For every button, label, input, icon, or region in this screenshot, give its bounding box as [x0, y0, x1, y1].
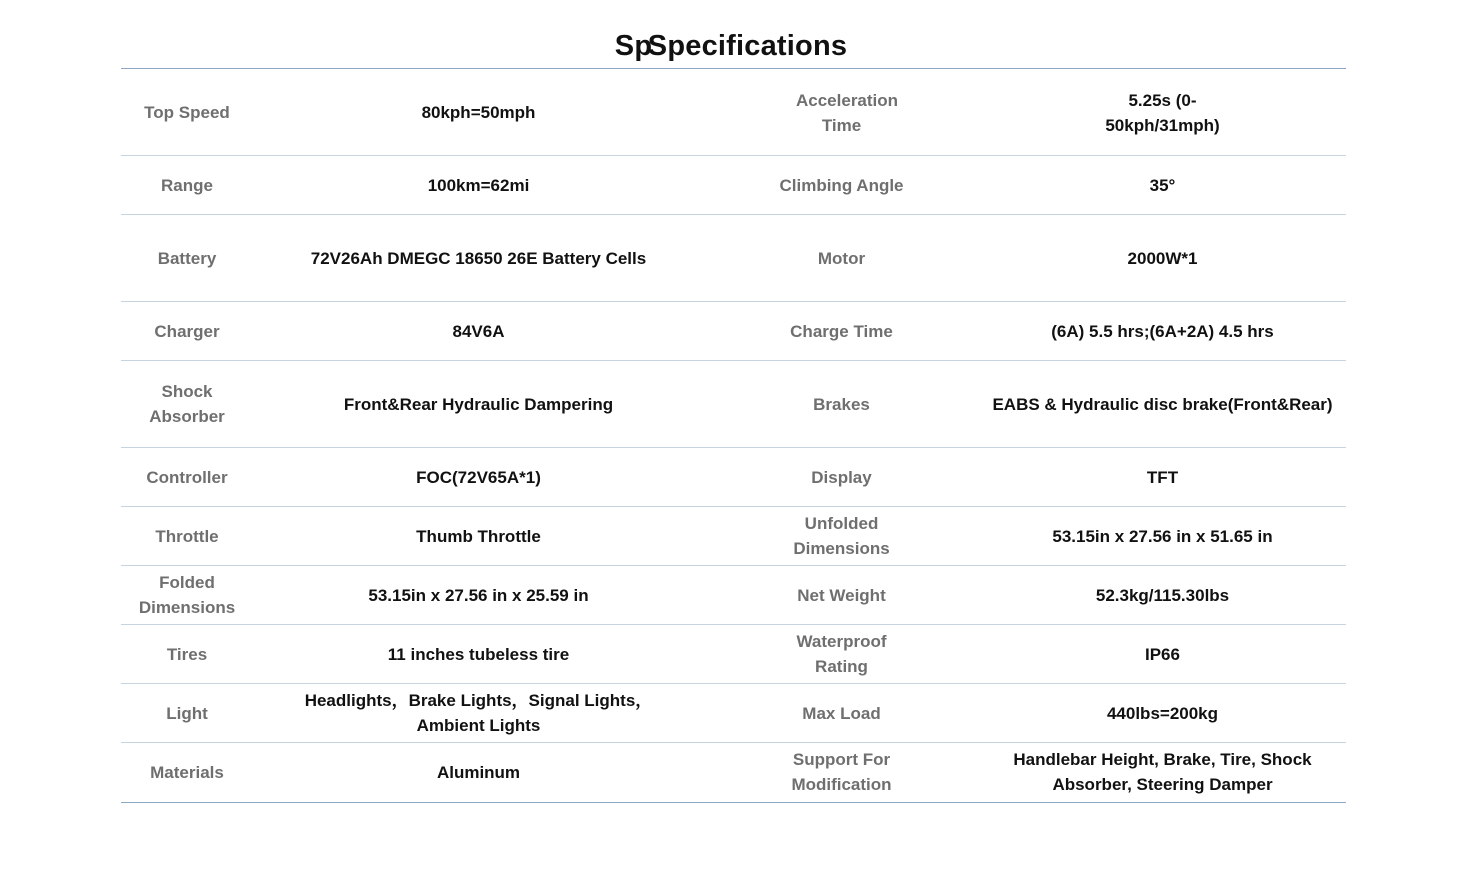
spec-label: Waterproof Rating — [796, 632, 887, 676]
table-row — [121, 625, 1346, 684]
spec-value: 2000W*1 — [1127, 248, 1198, 268]
spec-label: Acceleration Time — [796, 90, 899, 135]
spec-label: Controller — [146, 467, 228, 487]
spec-label: Folded Dimensions — [138, 573, 236, 617]
spec-label: Display — [811, 467, 872, 487]
spec-value: 52.3kg/115.30lbs — [1095, 585, 1230, 605]
spec-label: Charger — [154, 321, 220, 341]
table-row — [121, 70, 1346, 156]
table-row — [121, 684, 1346, 743]
spec-value: 53.15in x 27.56 in x 25.59 in — [368, 585, 589, 605]
spec-label: Climbing Angle — [779, 175, 904, 195]
spec-value: 11 inches tubeless tire — [387, 644, 570, 664]
spec-table — [121, 70, 1346, 801]
spec-value: 53.15in x 27.56 in x 51.65 in — [1052, 526, 1273, 546]
spec-label: Max Load — [802, 703, 881, 723]
table-row — [121, 215, 1346, 302]
spec-value: Thumb Throttle — [416, 526, 541, 546]
spec-value: 440lbs=200kg — [1106, 703, 1219, 723]
title-text: Specifications — [647, 30, 848, 62]
spec-label: Unfolded Dimensions — [793, 514, 890, 558]
spec-value: TFT — [1146, 467, 1179, 487]
spec-value: FOC(72V65A*1) — [416, 467, 541, 487]
spec-label: Battery — [157, 248, 217, 268]
spec-value: Handlebar Height, Brake, Tire, Shock Absorber, Steering Damper — [1013, 750, 1312, 794]
spec-value: 72V26Ah DMEGC 18650 26E Battery Cells — [310, 248, 647, 268]
spec-label: Support For Modification — [791, 750, 892, 794]
title-ghost-fragment: Sp — [614, 30, 653, 62]
table-bottom-rule — [121, 802, 1346, 803]
spec-value: Aluminum — [436, 762, 521, 782]
spec-label: Tires — [166, 644, 208, 664]
spec-value: 80kph=50mph — [421, 103, 536, 122]
table-row — [121, 507, 1346, 566]
spec-value: 100km=62mi — [427, 175, 530, 195]
table-row — [121, 566, 1346, 625]
table-row — [121, 743, 1346, 801]
spec-value: Front&Rear Hydraulic Dampering — [343, 394, 614, 414]
spec-label: Motor — [817, 248, 866, 268]
spec-label: Range — [161, 175, 213, 195]
page-title — [0, 30, 1462, 63]
spec-value: IP66 — [1145, 644, 1180, 664]
spec-label: Throttle — [155, 526, 219, 546]
spec-value: (6A) 5.5 hrs;(6A+2A) 4.5 hrs — [1051, 321, 1274, 341]
spec-label: Top Speed — [144, 103, 230, 122]
table-row — [121, 361, 1346, 448]
spec-value: Headlights，Brake Lights，Signal Lights，Ambient Lights — [304, 691, 653, 735]
table-row — [121, 448, 1346, 507]
spec-label: Brakes — [813, 394, 870, 414]
spec-value: EABS & Hydraulic disc brake(Front&Rear) — [992, 394, 1333, 414]
spec-value: 84V6A — [452, 321, 505, 341]
spec-label: Shock Absorber — [149, 382, 225, 426]
table-top-rule — [121, 68, 1346, 69]
table-row — [121, 302, 1346, 361]
spec-value: 35° — [1149, 175, 1176, 195]
table-row — [121, 156, 1346, 215]
spec-label: Charge Time — [790, 321, 893, 341]
spec-label: Materials — [150, 762, 224, 782]
spec-value: 5.25s (0-50kph/31mph) — [1105, 90, 1220, 135]
spec-label: Light — [166, 703, 208, 723]
spec-label: Net Weight — [797, 585, 886, 605]
